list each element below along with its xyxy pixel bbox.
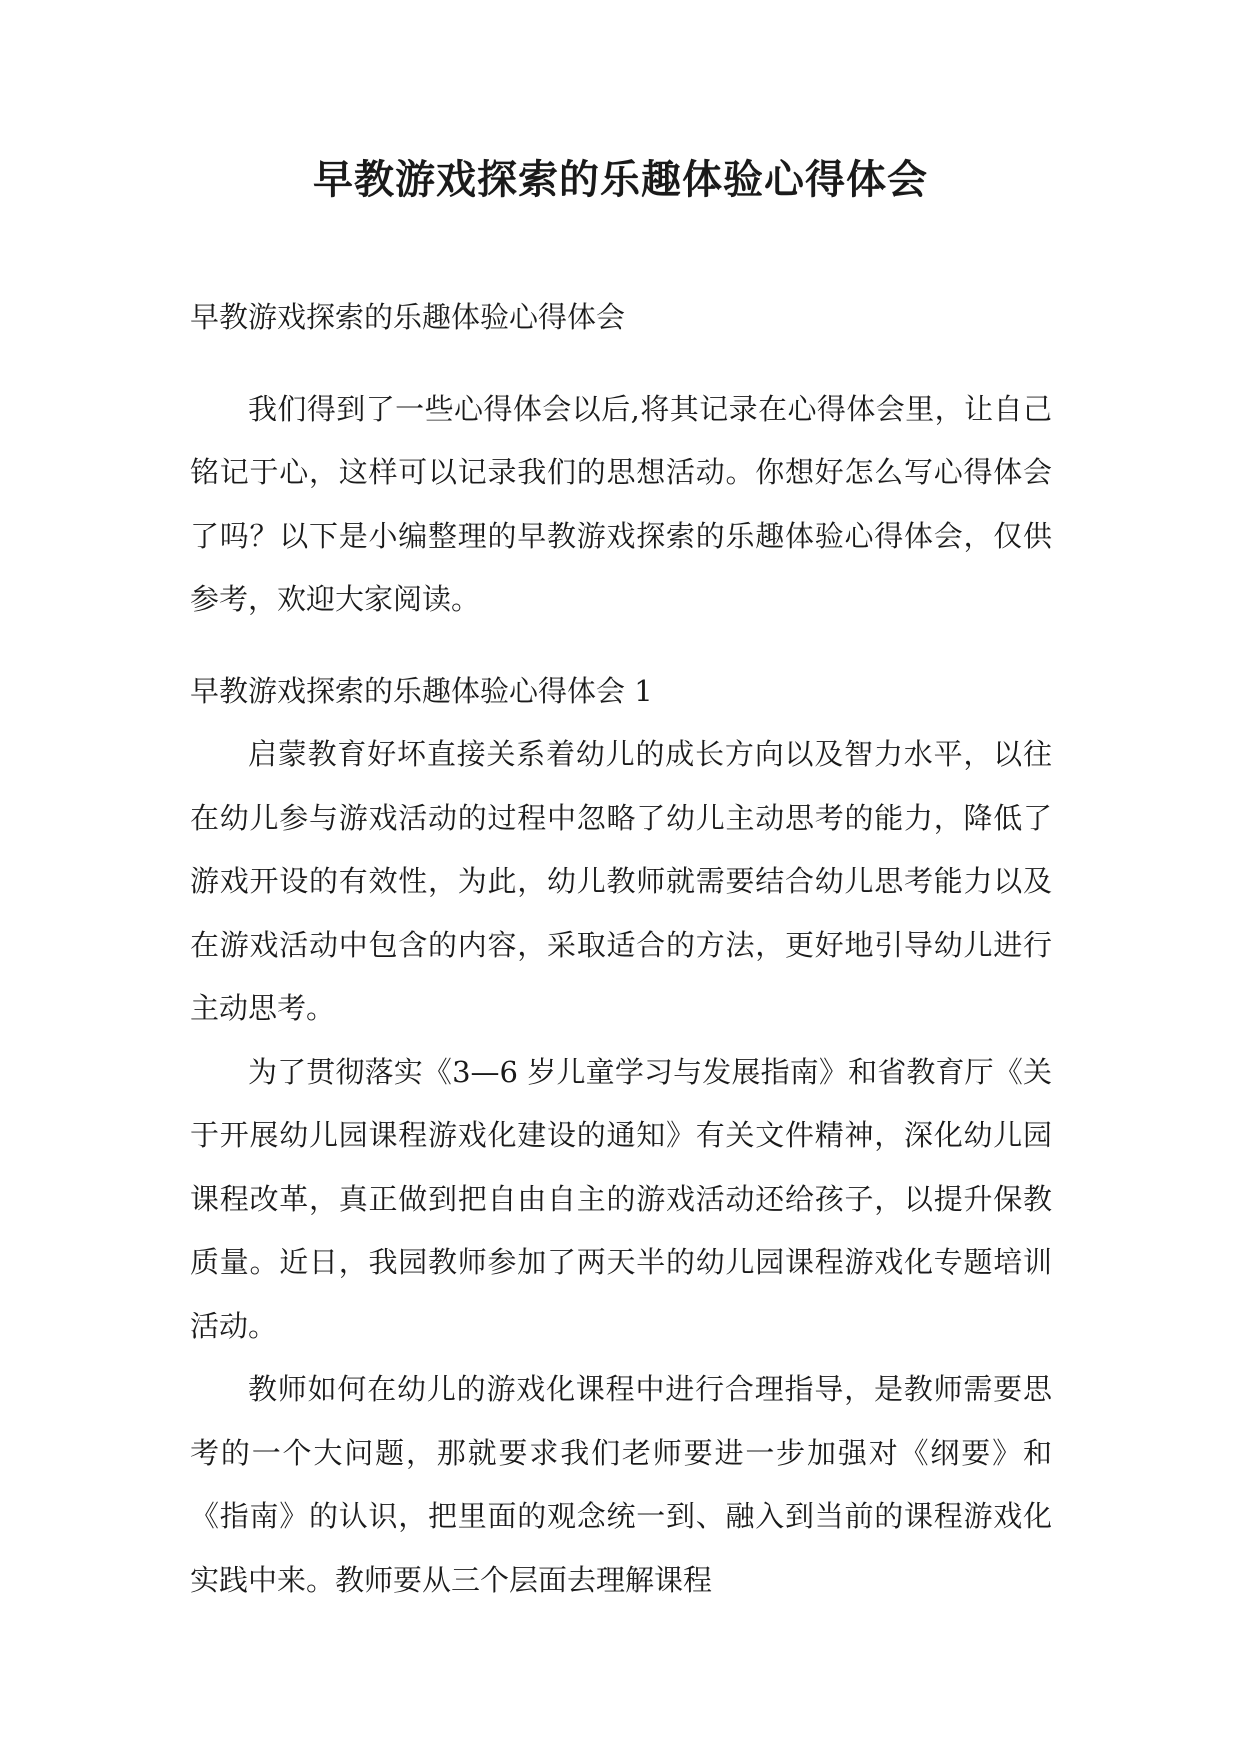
document-title: 早教游戏探索的乐趣体验心得体会 [313, 156, 928, 203]
document-subtitle: 早教游戏探索的乐趣体验心得体会 [190, 300, 626, 334]
body-paragraph: 启蒙教育好坏直接关系着幼儿的成长方向以及智力水平，以往在幼儿参与游戏活动的过程中忽略了幼儿主动思考的能力，降低了游戏开设的有效性，为此，幼儿教师就需要结合幼儿思考能力以及在游戏活动中包含的内容，采取适合的方法，更好地引导幼儿进行主动思考。 [190, 737, 1052, 1025]
section-title: 早教游戏探索的乐趣体验心得体会 1 [190, 673, 653, 708]
body-paragraph: 教师如何在幼儿的游戏化课程中进行合理指导，是教师需要思考的一个大问题，那就要求我们老师要进一步加强对《纲要》和《指南》的认识，把里面的观念统一到、融入到当前的课程游戏化实践中来。教师要从三个层面去理解课程 [190, 1372, 1052, 1597]
intro-paragraph: 我们得到了一些心得体会以后,将其记录在心得体会里，让自己铭记于心，这样可以记录我们的思想活动。你想好怎么写心得体会了吗？以下是小编整理的早教游戏探索的乐趣体验心得体会，仅供参考，欢迎大家阅读。 [190, 391, 1052, 616]
body-paragraph: 为了贯彻落实《3—6 岁儿童学习与发展指南》和省教育厅《关于开展幼儿园课程游戏化建设的通知》有关文件精神，深化幼儿园课程改革，真正做到把自由自主的游戏活动还给孩子，以提升保教质量。近日，我园教师参加了两天半的幼儿园课程游戏化专题培训活动。 [190, 1054, 1052, 1343]
document-body [190, 286, 1052, 1612]
